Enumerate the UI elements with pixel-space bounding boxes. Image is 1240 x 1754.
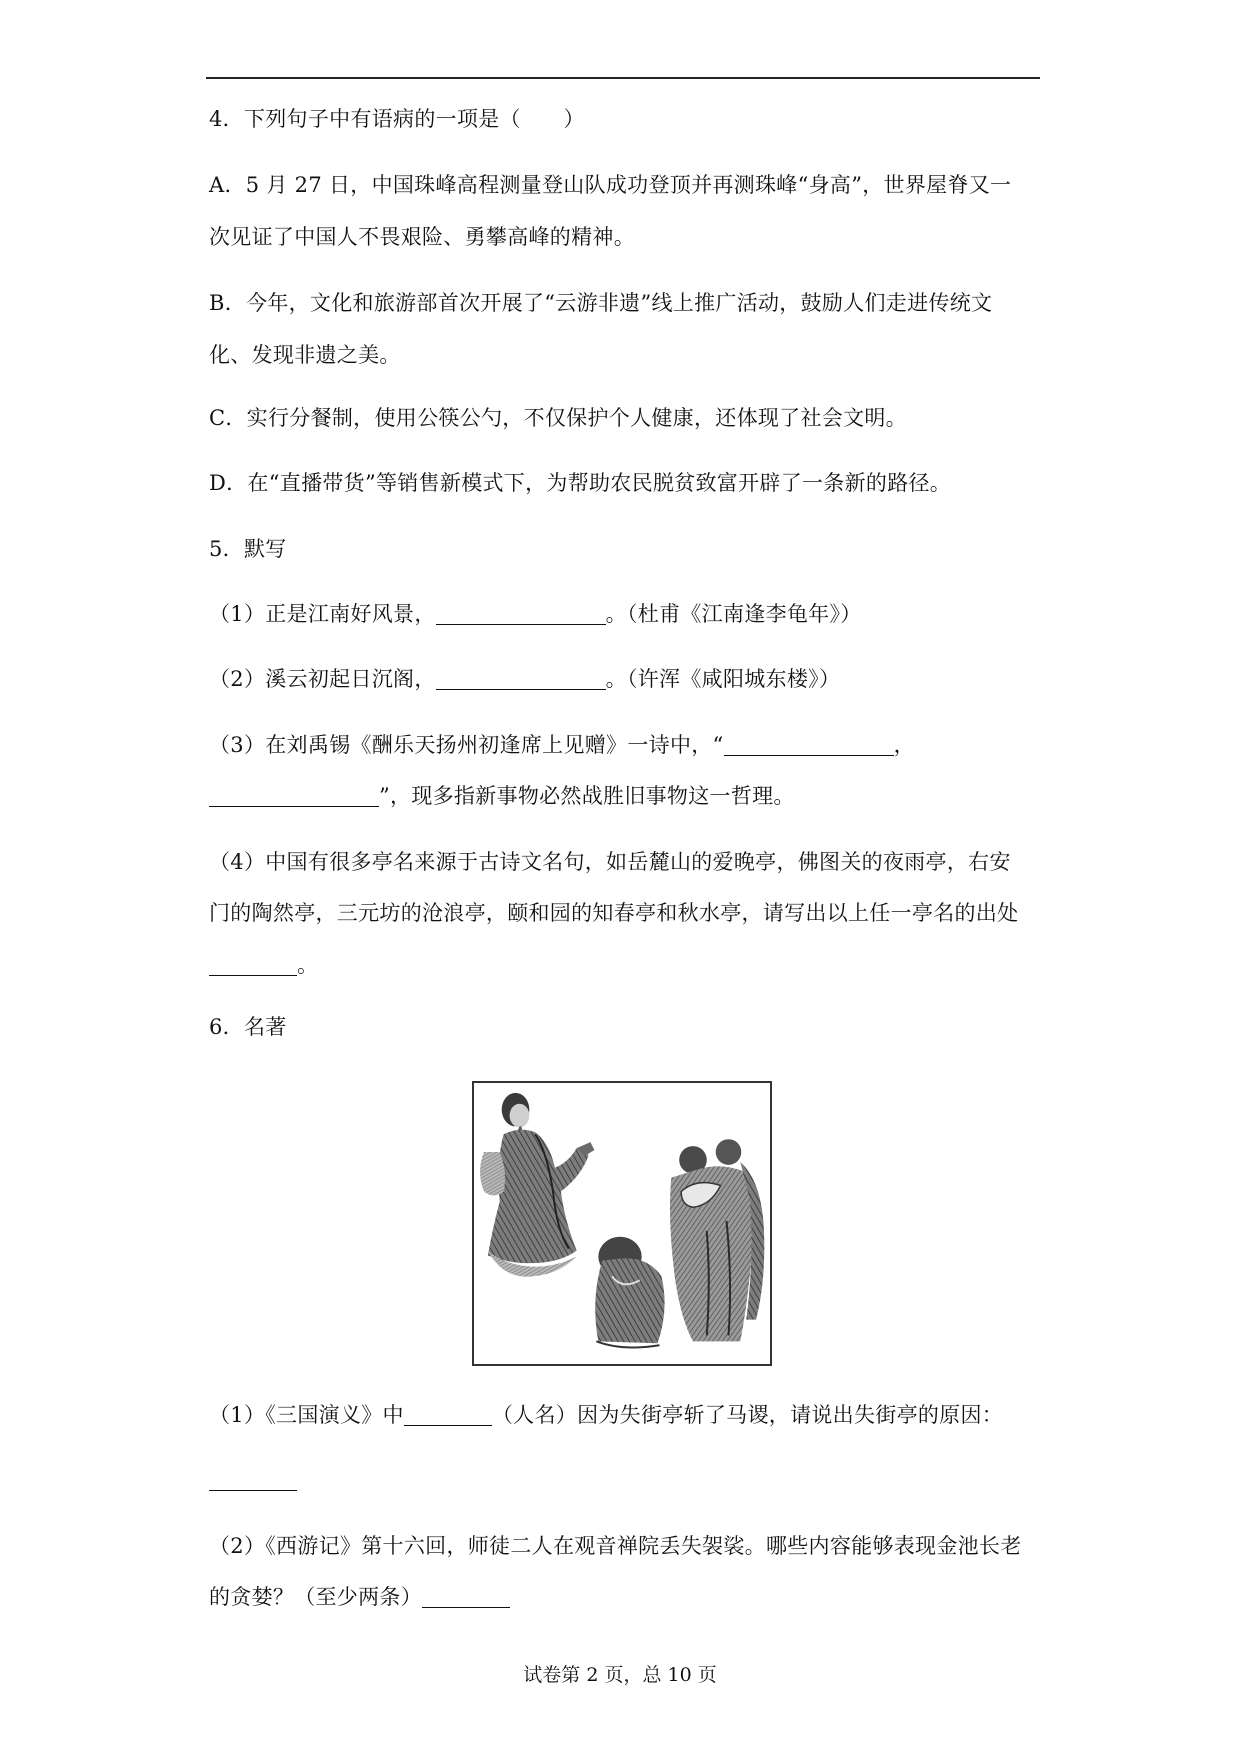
q5-sub3-prompt: （3）在刘禹锡《酬乐天扬州初逢席上见赠》一诗中，“	[209, 733, 724, 757]
q5-sub4-line1: （4）中国有很多亭名来源于古诗文名句，如岳麓山的爱晚亭，佛图关的夜雨亭，右安	[209, 850, 1011, 874]
q6-sub1-reason-blank[interactable]	[209, 1468, 297, 1491]
q5-sub3-tail: ”，现多指新事物必然战胜旧事物这一哲理。	[379, 784, 795, 808]
q4-option-c: C．实行分餐制，使用公筷公勺，不仅保护个人健康，还体现了社会文明。	[209, 406, 907, 430]
q5-sub1-source: 。（杜甫《江南逢李龟年》）	[605, 602, 862, 626]
scholar-figure	[480, 1093, 594, 1277]
q5-sub4-end: 。	[297, 953, 319, 977]
q6-sub2-line2	[209, 1582, 510, 1612]
q4-option-a-line2: 次见证了中国人不畏艰险、勇攀高峰的精神。	[209, 225, 635, 249]
q6-sub1-question: （人名）因为失街亭斩了马谡，请说出失街亭的原因：	[491, 1403, 1004, 1427]
q4-stem: 4．下列句子中有语病的一项是（ ）	[209, 107, 585, 131]
warrior-group	[595, 1139, 764, 1347]
q4-option-b-line2: 化、发现非遗之美。	[209, 343, 401, 367]
q5-sub3-line2	[209, 781, 795, 811]
q5-sub2-source: 。（许浑《咸阳城东楼》）	[605, 667, 841, 691]
q5-sub3-blank1[interactable]	[724, 733, 894, 756]
q5-sub3-line1	[209, 730, 915, 760]
q5-sub2	[209, 664, 840, 694]
q6-sub1-name-blank[interactable]	[404, 1403, 492, 1426]
q5-sub4-line3	[209, 950, 318, 980]
q6-sub2-blank[interactable]	[422, 1585, 510, 1608]
q6-sub1-prompt: （1）《三国演义》中	[209, 1403, 404, 1427]
q6-sub1	[209, 1400, 1003, 1430]
q5-sub4-blank[interactable]	[209, 953, 297, 976]
page-footer: 试卷第 2 页，总 10 页	[523, 1664, 717, 1686]
q6-sub1-answer-line	[209, 1465, 297, 1495]
q6-sub2-line1: （2）《西游记》第十六回，师徒二人在观音禅院丢失袈裟。哪些内容能够表现金池长老	[209, 1534, 1022, 1558]
q4-option-a-line1: A．5 月 27 日，中国珠峰高程测量登山队成功登顶并再测珠峰“身高”，世界屋脊又一	[209, 173, 1012, 197]
header-rule	[206, 77, 1040, 79]
q5-sub1	[209, 599, 862, 629]
q5-sub4-line2: 门的陶然亭，三元坊的沧浪亭，颐和园的知春亭和秋水亭，请写出以上任一亭名的出处	[209, 901, 1019, 925]
q6-title: 6．名著	[209, 1015, 287, 1039]
q4-option-d: D．在“直播带货”等销售新模式下，为帮助农民脱贫致富开辟了一条新的路径。	[209, 471, 952, 495]
illustration-drawing	[474, 1083, 770, 1364]
q5-sub2-blank[interactable]	[436, 667, 606, 690]
q6-sub2-question: 的贪婪？（至少两条）	[209, 1585, 422, 1609]
illustration-figures	[472, 1081, 772, 1366]
q5-sub2-prompt: （2）溪云初起日沉阁，	[209, 667, 436, 691]
q5-sub3-blank2[interactable]	[209, 784, 379, 807]
q5-sub1-prompt: （1）正是江南好风景，	[209, 602, 436, 626]
q5-title: 5．默写	[209, 537, 287, 561]
q4-option-b-line1: B．今年，文化和旅游部首次开展了“云游非遗”线上推广活动，鼓励人们走进传统文	[209, 291, 993, 315]
q5-sub3-comma: ，	[893, 733, 915, 757]
q5-sub1-blank[interactable]	[436, 602, 606, 625]
